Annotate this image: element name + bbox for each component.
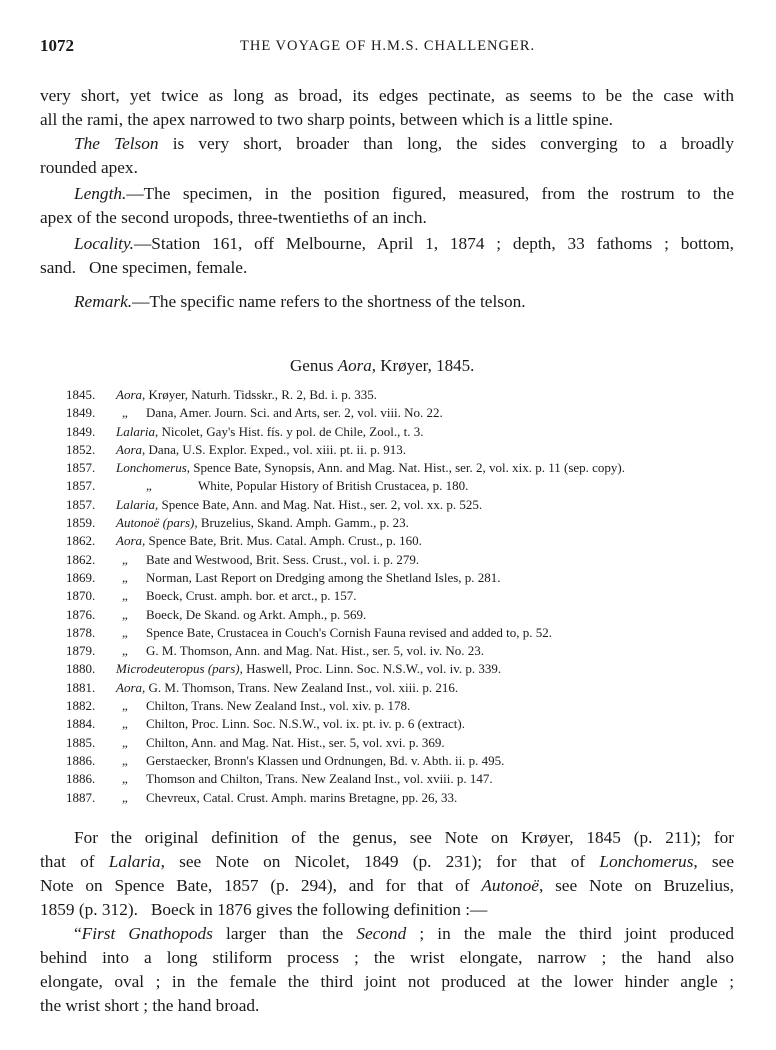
text-span: —The specimen, in the position figured, measured, from the rostrum to the [126,184,734,203]
synonymy-year: 1857. [66,460,96,476]
page-number: 1072 [40,36,74,55]
text-span: , see Note on Nicolet, 1849 (p. 231); for that of [160,852,600,871]
synonymy-year: 1849. [66,405,96,421]
taxon-name: Aora [116,533,142,549]
synonymy-list [66,386,756,807]
synonymy-year: 1857. [66,478,96,494]
ditto-mark: „ [122,734,128,750]
locality-label: Locality. [74,234,135,253]
synonymy-year: 1852. [66,441,96,457]
synonymy-entry [66,459,756,477]
synonymy-reference [146,624,552,642]
synonymy-year: 1857. [66,496,96,512]
text-span: Autonoë [481,876,539,895]
citation-text: , Spence Bate, Brit. Mus. Catal. Amph. Crust., p. 160. [142,533,422,549]
citation-text: , Spence Bate, Ann. and Mag. Nat. Hist., ser. 2, vol. xx. p. 525. [155,496,483,512]
text-line: rounded apex. [40,158,138,177]
synonymy-entry [66,606,756,624]
synonymy-reference [146,404,443,422]
synonymy-year: 1878. [66,624,96,640]
synonymy-reference [146,752,504,770]
synonymy-year: 1881. [66,679,96,695]
text-line: all the rami, the apex narrowed to two sharp points, between which is a little spine. [40,110,614,129]
taxon-name: Aora [116,387,142,402]
synonymy-reference [116,660,501,678]
ditto-mark: „ [122,698,128,714]
text-span: “ [74,924,82,943]
text-span: Genus [290,356,338,375]
text-line [40,850,734,874]
synonymy-reference [146,789,457,807]
synonymy-reference [146,569,501,587]
ditto-mark: „ [122,588,128,604]
citation-text: White, Popular History of British Crustacea, p. 180. [198,478,469,494]
paragraph-boeck-definition [40,922,734,1018]
citation-text: , Bruzelius, Skand. Amph. Gamm., p. 23. [194,515,409,531]
synonymy-year: 1885. [66,734,96,750]
synonymy-reference [198,477,468,495]
synonymy-year: 1884. [66,716,96,732]
citation-text: Norman, Last Report on Dredging among the Shetland Isles, p. 281. [146,569,501,585]
text-span: —Station 161, off Melbourne, April 1, 1874 ; depth, 33 fathoms ; bottom, [134,234,734,253]
synonymy-reference [116,441,406,459]
paragraph-telson [40,132,734,180]
text-span: , see [693,852,734,871]
synonymy-entry [66,734,756,752]
synonymy-year: 1862. [66,533,96,549]
genus-name: Aora [337,356,372,375]
synonymy-entry [66,770,756,788]
ditto-mark: „ [122,569,128,585]
synonymy-reference [146,734,445,752]
synonymy-reference [116,386,377,404]
synonymy-year: 1886. [66,752,96,768]
text-span: Second [356,924,407,943]
text-span: is very short, broader than long, the sides converging to a broadly [158,134,735,153]
citation-text: , Spence Bate, Synopsis, Ann. and Mag. Nat. Hist., ser. 2, vol. xix. p. 11 (sep. copy). [186,460,626,476]
text-span: Lonchomerus [599,852,694,871]
ditto-mark: „ [122,624,128,640]
citation-text: Thomson and Chilton, Trans. New Zealand Inst., vol. xviii. p. 147. [146,771,493,787]
ditto-mark: „ [122,606,128,622]
text-line: elongate, oval ; in the female the third joint not produced at the lower hinder angle ; [40,972,734,991]
paragraph-uropod-description [40,84,734,132]
telson-label: The Telson [74,134,159,153]
text-line: the wrist short ; the hand broad. [40,996,260,1015]
synonymy-entry [66,514,756,532]
synonymy-entry [66,386,756,404]
ditto-mark: „ [122,643,128,659]
synonymy-year: 1845. [66,387,96,402]
citation-text: Bate and Westwood, Brit. Sess. Crust., vol. i. p. 279. [146,551,420,567]
citation-text: Chilton, Trans. New Zealand Inst., vol. xiv. p. 178. [146,698,411,714]
text-line [40,182,734,206]
synonymy-reference [146,551,419,569]
synonymy-reference [146,606,366,624]
synonymy-year: 1879. [66,643,96,659]
text-span: larger than the [212,924,357,943]
synonymy-reference [146,587,357,605]
running-title: THE VOYAGE OF H.M.S. CHALLENGER. [240,38,536,54]
synonymy-reference [146,715,465,733]
ditto-mark: „ [122,789,128,805]
citation-text: Chevreux, Catal. Crust. Amph. marins Bretagne, pp. 26, 33. [146,789,458,805]
text-span: that of [40,852,109,871]
text-line [40,232,734,256]
remark-label: Remark. [74,292,133,311]
ditto-mark: „ [122,405,128,421]
synonymy-entry [66,477,756,495]
synonymy-entry [66,496,756,514]
citation-text: Spence Bate, Crustacea in Couch's Cornish Fauna revised and added to, p. 52. [146,624,552,640]
synonymy-year: 1849. [66,423,96,439]
synonymy-entry [66,752,756,770]
taxon-name: Aora [116,441,142,457]
citation-text: G. M. Thomson, Ann. and Mag. Nat. Hist., ser. 5, vol. iv. No. 23. [146,643,484,659]
synonymy-reference [146,770,493,788]
synonymy-reference [116,679,458,697]
synonymy-entry [66,532,756,550]
paragraph-original-definition [40,826,734,922]
synonymy-reference [116,459,625,477]
text-line: apex of the second uropods, three-twentieths of an inch. [40,208,427,227]
ditto-mark: „ [122,551,128,567]
synonymy-reference [116,532,422,550]
taxon-name: Lalaria [116,496,156,512]
text-line: behind into a long stiliform process ; the wrist elongate, narrow ; the hand also [40,948,734,967]
citation-text: Chilton, Proc. Linn. Soc. N.S.W., vol. ix. pt. iv. p. 6 (extract). [146,716,465,732]
citation-text: , Nicolet, Gay's Hist. fís. y pol. de Chile, Zool., t. 3. [155,423,424,439]
citation-text: , G. M. Thomson, Trans. New Zealand Inst., vol. xiii. p. 216. [142,679,459,695]
synonymy-reference [116,514,409,532]
synonymy-year: 1862. [66,551,96,567]
citation-text: Gerstaecker, Bronn's Klassen und Ordnungen, Bd. v. Abth. ii. p. 495. [146,752,505,768]
paragraph-remark [74,290,734,314]
synonymy-entry [66,423,756,441]
synonymy-entry [66,624,756,642]
synonymy-entry [66,441,756,459]
genus-heading [290,356,474,376]
synonymy-year: 1880. [66,661,96,677]
citation-text: Dana, Amer. Journ. Sci. and Arts, ser. 2, vol. viii. No. 22. [146,405,443,421]
synonymy-entry [66,679,756,697]
synonymy-entry [66,642,756,660]
ditto-mark: „ [146,478,152,494]
synonymy-year: 1859. [66,515,96,531]
synonymy-reference [146,642,484,660]
taxon-name: Lonchomerus [116,460,187,476]
citation-text: Chilton, Ann. and Mag. Nat. Hist., ser. 5, vol. xvi. p. 369. [146,734,445,750]
synonymy-year: 1887. [66,789,96,805]
taxon-name: Microdeuteropus (pars) [116,661,240,677]
citation-text: Boeck, De Skand. og Arkt. Amph., p. 569. [146,606,367,622]
synonymy-reference [146,697,410,715]
text-span: Lalaria [108,852,161,871]
text-line: very short, yet twice as long as broad, its edges pectinate, as seems to be the case with [40,86,734,105]
text-span: —The specific name refers to the shortness of the telson. [132,292,526,311]
text-line [40,874,734,898]
citation-text: , Dana, U.S. Explor. Exped., vol. xiii. pt. ii. p. 913. [142,441,406,457]
synonymy-reference [116,496,482,514]
taxon-name: Autonoë (pars) [116,515,195,531]
synonymy-year: 1876. [66,606,96,622]
paragraph-length [40,182,734,230]
synonymy-entry [66,551,756,569]
citation-text: , Haswell, Proc. Linn. Soc. N.S.W., vol. iv. p. 339. [239,661,502,677]
synonymy-entry [66,660,756,678]
length-label: Length. [74,184,127,203]
synonymy-year: 1886. [66,771,96,787]
text-line [40,132,734,156]
synonymy-entry [66,715,756,733]
page-header [40,36,740,58]
synonymy-year: 1869. [66,569,96,585]
ditto-mark: „ [122,771,128,787]
citation-text: Boeck, Crust. amph. bor. et arct., p. 157. [146,588,357,604]
citation-text: , Krøyer, Naturh. Tidsskr., R. 2, Bd. i. p. 335. [142,387,377,402]
ditto-mark: „ [122,716,128,732]
synonymy-entry [66,697,756,715]
text-span: , Krøyer, 1845. [371,356,475,375]
text-span: ; in the male the third joint produced [406,924,734,943]
text-span: , see Note on Bruzelius, [538,876,734,895]
synonymy-entry [66,789,756,807]
synonymy-entry [66,587,756,605]
ditto-mark: „ [122,752,128,768]
paragraph-locality [40,232,734,280]
synonymy-entry [66,404,756,422]
synonymy-year: 1882. [66,698,96,714]
taxon-name: Aora [116,679,142,695]
text-line: For the original definition of the genus, see Note on Krøyer, 1845 (p. 211); for [74,828,734,847]
synonymy-year: 1870. [66,588,96,604]
taxon-name: Lalaria [116,423,156,439]
text-line: sand. One specimen, female. [40,258,248,277]
synonymy-entry [66,569,756,587]
text-span: First Gnathopods [81,924,213,943]
text-line [40,922,734,946]
text-line: 1859 (p. 312). Boeck in 1876 gives the following definition :— [40,900,488,919]
synonymy-reference [116,423,423,441]
text-span: Note on Spence Bate, 1857 (p. 294), and for that of [40,876,482,895]
